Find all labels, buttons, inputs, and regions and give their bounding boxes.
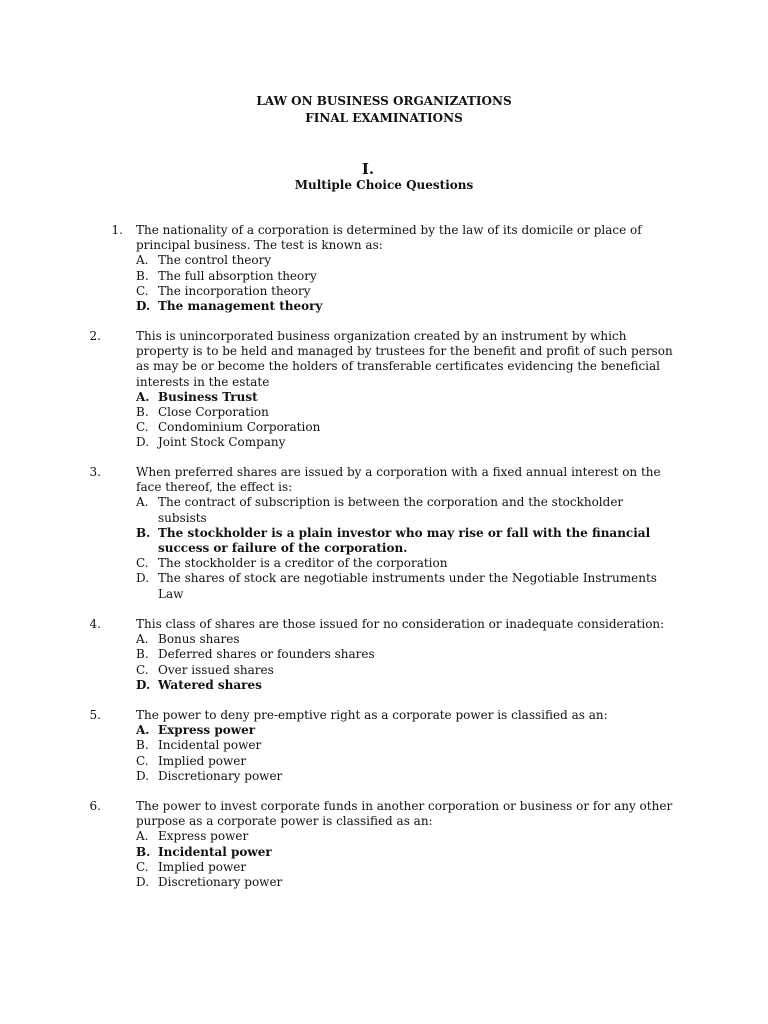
answer-option <box>136 405 676 420</box>
option-text: Discretionary power <box>158 768 283 783</box>
answer-option <box>136 420 676 435</box>
option-letter: B. <box>136 647 149 662</box>
option-text: Implied power <box>158 753 247 768</box>
document-subtitle: FINAL EXAMINATIONS <box>305 111 463 125</box>
option-text: Watered shares <box>158 677 262 692</box>
question-body <box>136 465 676 602</box>
answer-option-correct <box>136 390 676 405</box>
answer-option <box>136 875 676 890</box>
option-letter: B. <box>136 738 149 753</box>
question-stem-line: interests in the estate <box>136 374 270 389</box>
answer-option <box>136 647 676 662</box>
option-text: Condominium Corporation <box>158 420 321 435</box>
option-text: The management theory <box>158 299 323 314</box>
question-body <box>136 617 676 693</box>
question-stem-line: The power to invest corporate funds in another corporation or business or for any other <box>136 799 673 813</box>
option-letter: A. <box>136 632 149 647</box>
option-text: subsists <box>158 510 207 525</box>
option-letter: D. <box>136 299 151 314</box>
option-text: success or failure of the corporation. <box>158 541 408 556</box>
document-title: LAW ON BUSINESS ORGANIZATIONS <box>256 94 512 108</box>
option-letter: B. <box>136 525 151 540</box>
answer-option <box>136 556 676 571</box>
option-letter: C. <box>136 283 149 298</box>
answer-option-correct <box>136 723 676 738</box>
question-body <box>136 799 676 890</box>
question-number: 3. <box>89 465 101 479</box>
option-letter: B. <box>136 268 149 283</box>
option-text: The control theory <box>158 253 272 268</box>
question-body <box>136 708 676 784</box>
answer-option <box>136 754 676 769</box>
question-stem-line: principal business. The test is known as: <box>136 238 383 253</box>
answer-option <box>136 253 676 268</box>
option-text: Bonus shares <box>158 632 240 647</box>
option-letter: D. <box>136 435 150 450</box>
option-letter: A. <box>136 495 149 510</box>
option-text: Close Corporation <box>158 405 269 420</box>
question-number: 2. <box>89 329 101 343</box>
option-text: The full absorption theory <box>158 268 317 283</box>
answer-option-correct <box>136 526 676 556</box>
option-text: Deferred shares or founders shares <box>158 647 375 662</box>
option-letter: C. <box>136 859 149 874</box>
answer-option <box>136 860 676 875</box>
option-letter: C. <box>136 556 149 571</box>
option-text: Discretionary power <box>158 875 283 890</box>
answer-option-correct <box>136 299 676 314</box>
option-letter: C. <box>136 420 149 435</box>
question-body <box>136 223 676 314</box>
option-letter: A. <box>136 829 149 844</box>
answer-option <box>136 269 676 284</box>
question-stem-line: The nationality of a corporation is determined by the law of its domicile or place of <box>136 223 642 237</box>
answer-option-correct <box>136 845 676 860</box>
question-body <box>136 329 676 451</box>
question-number: 5. <box>89 708 101 722</box>
question-number: 4. <box>89 617 101 631</box>
answer-option <box>136 284 676 299</box>
option-letter: D. <box>136 571 150 586</box>
question-stem-line: face thereof, the effect is: <box>136 480 293 495</box>
option-text: Over issued shares <box>158 662 274 677</box>
question-stem-line: as may be or become the holders of transferable certificates evidencing the beneficial <box>136 359 660 374</box>
option-text: Business Trust <box>158 389 258 404</box>
option-letter: B. <box>136 844 151 859</box>
option-text: Law <box>158 586 184 601</box>
option-text: Incidental power <box>158 738 262 753</box>
answer-option <box>136 571 676 601</box>
option-letter: A. <box>136 723 150 738</box>
question-stem-line: This class of shares are those issued for no consideration or inadequate consideration: <box>136 617 665 631</box>
answer-option <box>136 632 676 647</box>
option-text: Implied power <box>158 859 247 874</box>
option-text: Express power <box>158 723 256 738</box>
option-letter: D. <box>136 768 150 783</box>
option-letter: C. <box>136 753 149 768</box>
answer-option <box>136 769 676 784</box>
answer-option <box>136 738 676 753</box>
option-letter: C. <box>136 662 149 677</box>
question-stem-line: purpose as a corporate power is classified as an: <box>136 814 433 829</box>
option-letter: D. <box>136 875 150 890</box>
option-text: The stockholder is a plain investor who may rise or fall with the financial <box>158 525 651 540</box>
question-number: 1. <box>111 223 123 237</box>
option-letter: B. <box>136 405 149 420</box>
option-text: The incorporation theory <box>158 283 311 298</box>
option-text: The shares of stock are negotiable instruments under the Negotiable Instruments <box>158 571 657 586</box>
question-stem-line: The power to deny pre-emptive right as a corporate power is classified as an: <box>136 708 608 722</box>
option-text: Joint Stock Company <box>158 435 286 450</box>
answer-option <box>136 435 676 450</box>
option-text: Incidental power <box>158 844 272 859</box>
option-text: The stockholder is a creditor of the corporation <box>158 556 448 571</box>
section-title: Multiple Choice Questions <box>294 178 474 192</box>
option-letter: D. <box>136 677 151 692</box>
answer-option <box>136 495 676 525</box>
answer-option <box>136 663 676 678</box>
question-stem-line: When preferred shares are issued by a corporation with a fixed annual interest on the <box>136 465 661 479</box>
question-stem-line: This is unincorporated business organization created by an instrument by which <box>136 329 627 343</box>
question-number: 6. <box>89 799 101 813</box>
answer-option <box>136 829 676 844</box>
question-stem-line: property is to be held and managed by trustees for the benefit and profit of such person <box>136 344 673 359</box>
option-letter: A. <box>136 253 149 268</box>
option-letter: A. <box>136 389 150 404</box>
section-number: I. <box>361 160 375 178</box>
answer-option-correct <box>136 678 676 693</box>
option-text: Express power <box>158 829 249 844</box>
option-text: The contract of subscription is between the corporation and the stockholder <box>158 495 624 510</box>
